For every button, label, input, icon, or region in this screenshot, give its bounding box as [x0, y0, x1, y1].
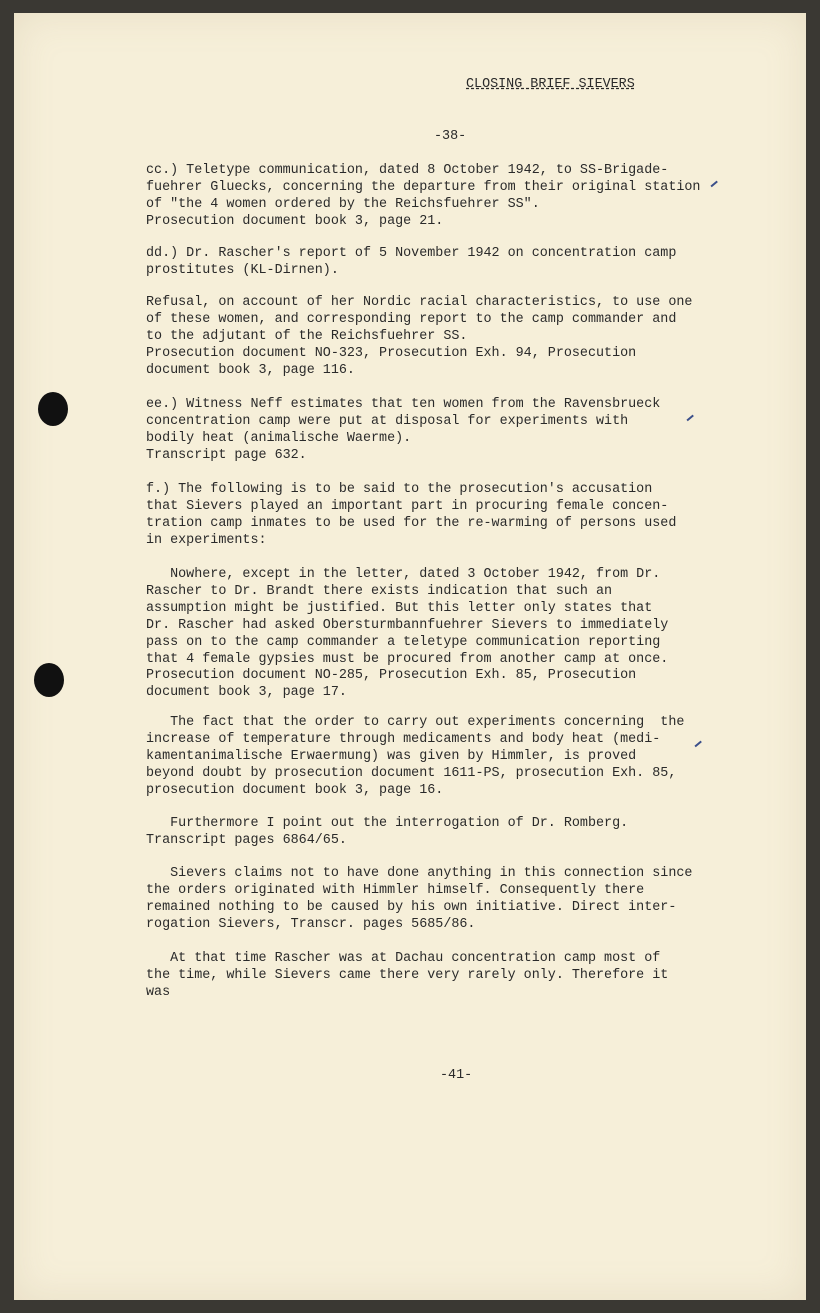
margin-tick-mark [686, 415, 693, 421]
paragraph-sievers-claims: Sievers claims not to have done anything in this connection since the orders originated with Himmler himself. Consequently there remained nothing to be caused by his own initiative. Direct inter- rogation Sievers, Transcr. pages 5685/86. [146, 866, 693, 932]
paragraph-romberg: Furthermore I point out the interrogation of Dr. Romberg. Transcript pages 6864/65. [146, 816, 629, 848]
margin-tick-mark [710, 181, 717, 187]
paragraph-dd: dd.) Dr. Rascher's report of 5 November 1942 on concentration camp prostitutes (KL-Dirnen). [146, 246, 677, 278]
paragraph-ee: ee.) Witness Neff estimates that ten women from the Ravensbrueck concentration camp were put at disposal for experiments with bodily heat (animalische Waerme). Transcript page 632. [146, 397, 661, 463]
punch-hole-top [38, 392, 68, 426]
punch-hole-bottom [34, 663, 64, 697]
paragraph-nowhere: Nowhere, except in the letter, dated 3 October 1942, from Dr. Rascher to Dr. Brandt there exists indication that such an assumption might be justified. But this letter only states that Dr. Rascher had asked Obersturmbannfuehrer Sievers to immediately pass on to the camp commander a teletype communication reporting that 4 female gypsies must be procured from another camp at once. Prosecution document NO-285, Prosecution Exh. 85, Prosecution document book 3, page 17. [146, 567, 669, 701]
document-title: CLOSING BRIEF SIEVERS [466, 77, 635, 92]
paragraph-refusal: Refusal, on account of her Nordic racial characteristics, to use one of these women, and corresponding report to the camp commander and to the adjutant of the Reichsfuehrer SS. Prosecution document NO-323, Prosecution Exh. 94, Prosecution document book 3, page 116. [146, 295, 693, 378]
paragraph-f: f.) The following is to be said to the prosecution's accusation that Sievers played an important part in procuring female concen- tration camp inmates to be used for the re-warming of persons used in experiments: [146, 482, 677, 548]
paragraph-cc: cc.) Teletype communication, dated 8 October 1942, to SS-Brigade- fuehrer Gluecks, concerning the departure from their original station of "the 4 women ordered by the Reichsfuehrer SS". Prosecution document book 3, page 21. [146, 163, 701, 229]
paragraph-order: The fact that the order to carry out experiments concerning the increase of temperature through medicaments and body heat (medi- kamentanimalische Erwaermung) was given by Himmler, is proved beyond doubt by prosecution document 1611-PS, prosecution Exh. 85, prosecution document book 3, page 16. [146, 715, 685, 798]
paragraph-dachau: At that time Rascher was at Dachau concentration camp most of the time, while Sievers came there very rarely only. Therefore it was [146, 951, 669, 1000]
page-number-top: -38- [434, 129, 467, 144]
document-page [14, 13, 806, 1300]
margin-tick-mark [694, 741, 701, 747]
page-number-bottom: -41- [440, 1068, 473, 1083]
